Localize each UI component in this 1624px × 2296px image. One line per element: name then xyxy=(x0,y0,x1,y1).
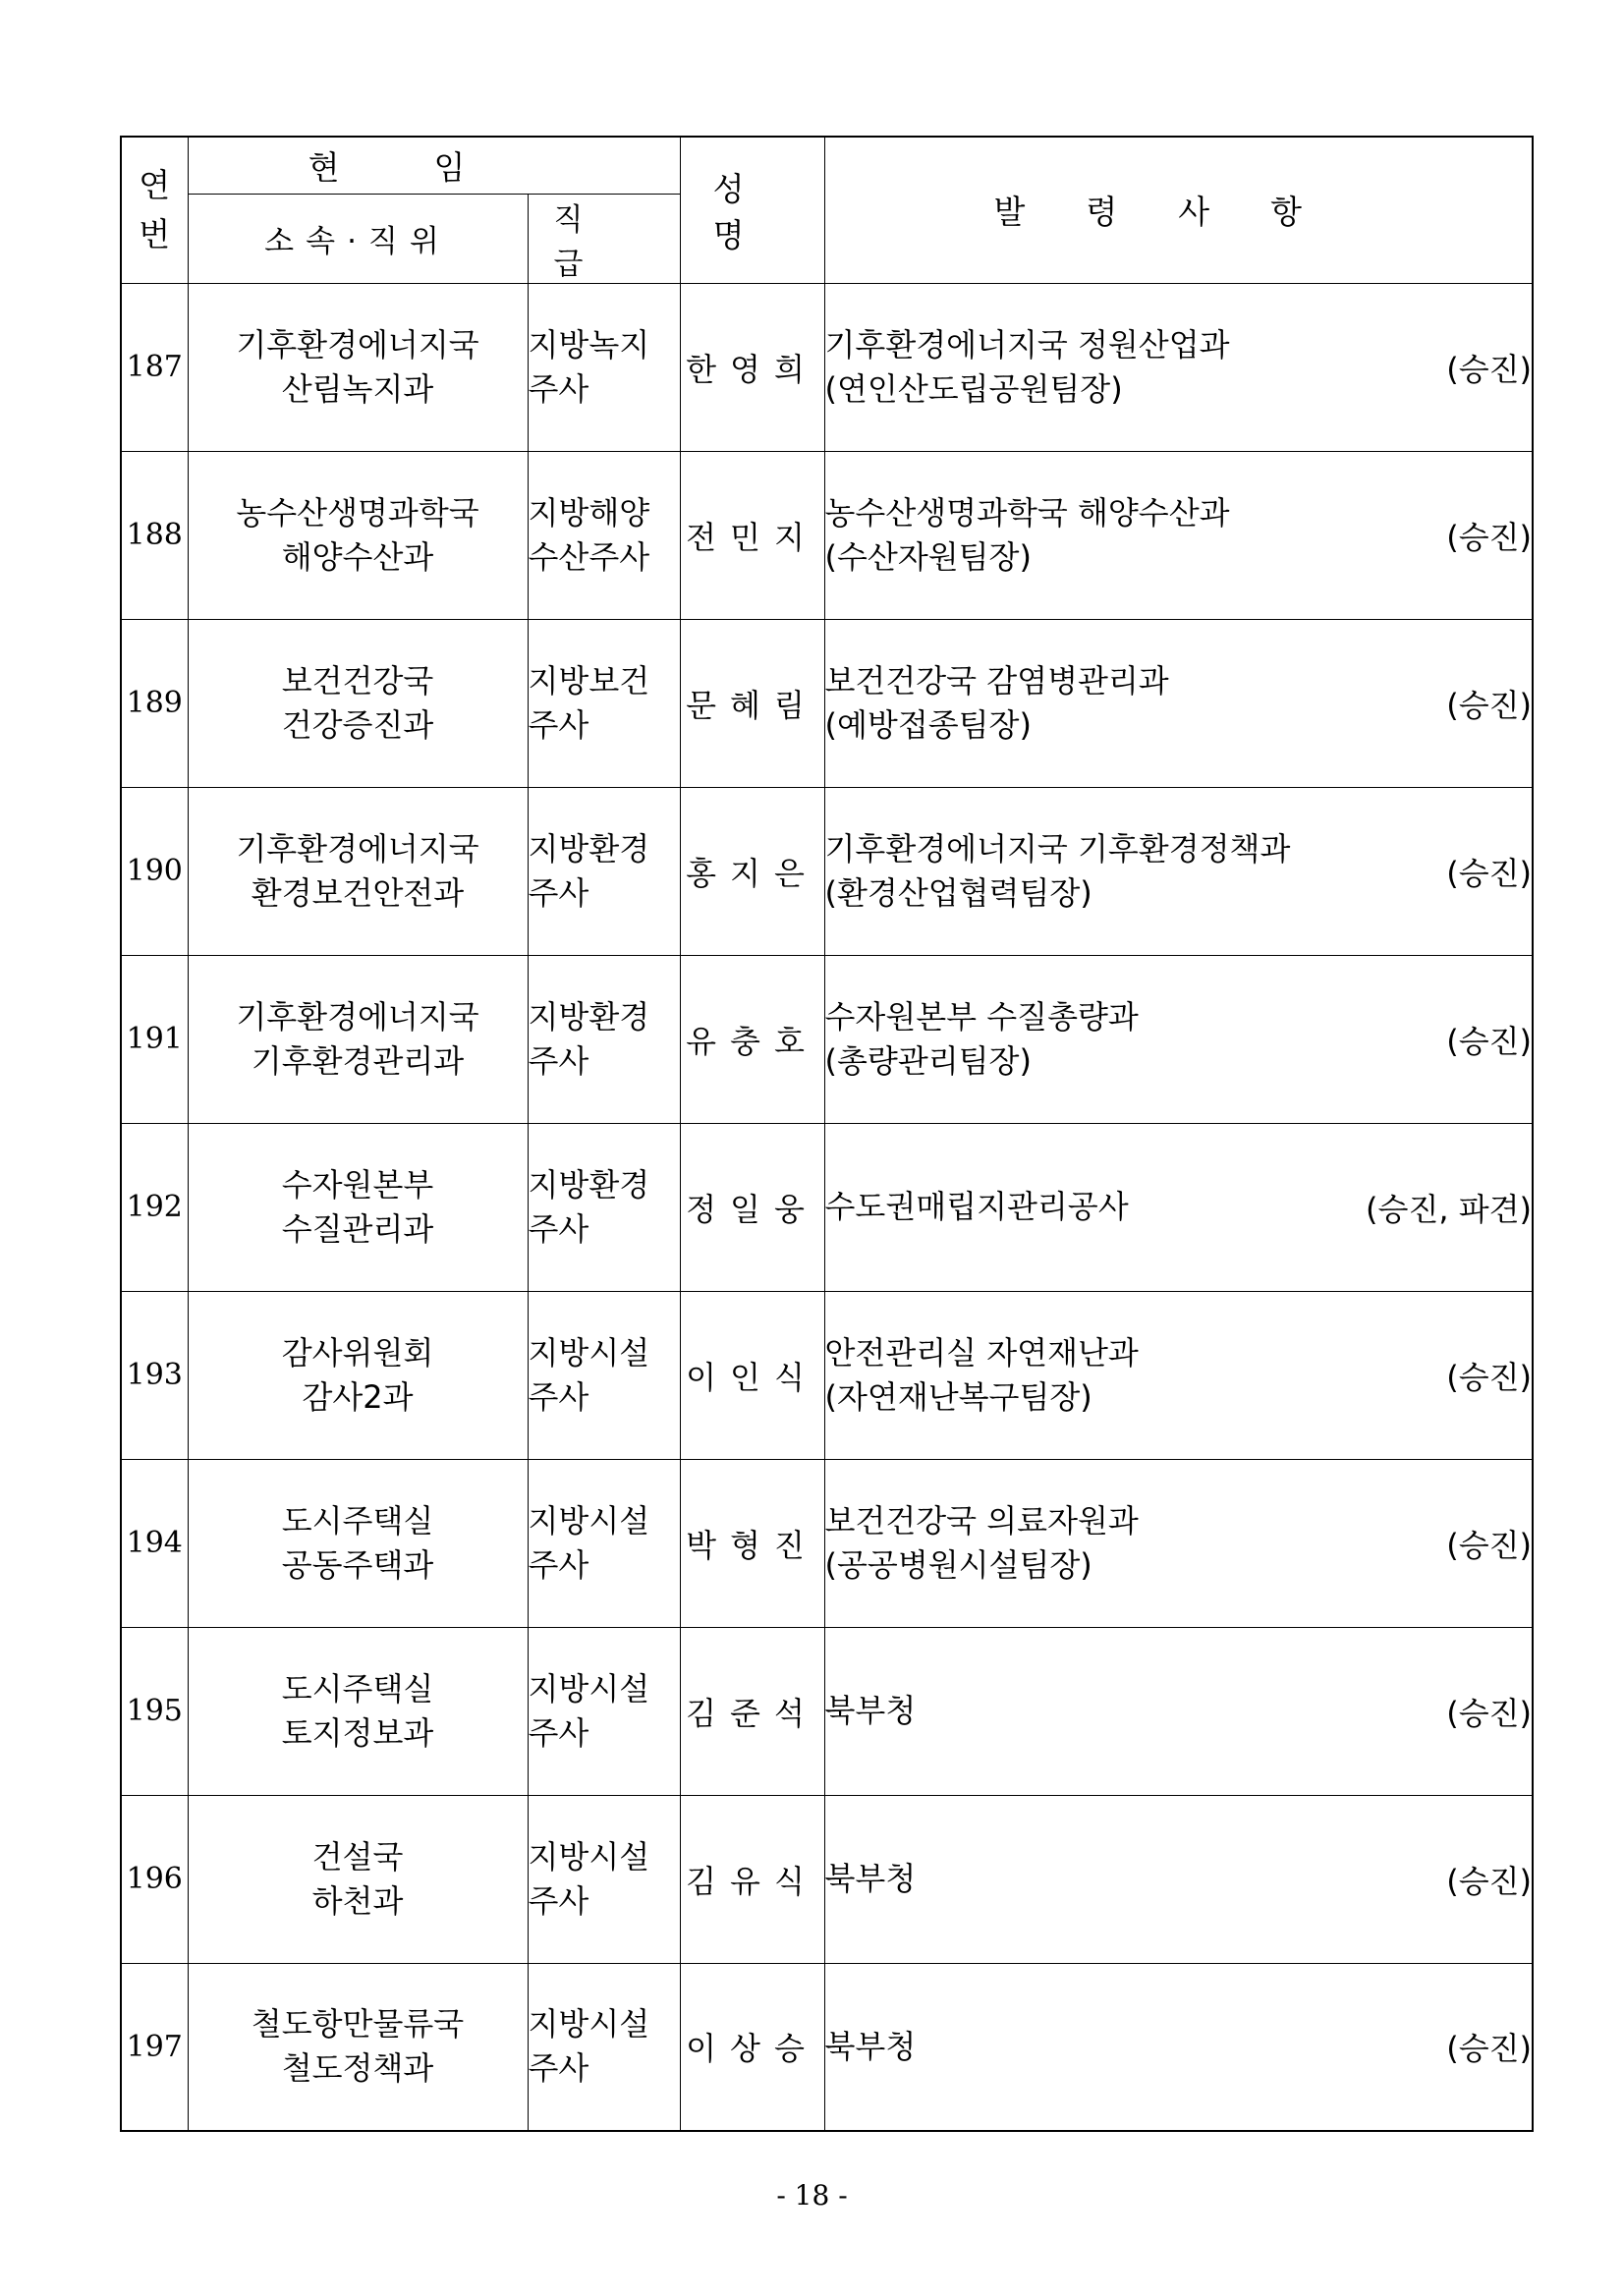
department-cell xyxy=(188,1459,528,1627)
grade-cell xyxy=(528,1123,680,1291)
serial-number-cell: 188 xyxy=(121,451,188,619)
appointment-cell xyxy=(824,619,1533,787)
appointment-line2: (수산자원팀장) xyxy=(824,537,1032,576)
name-cell: 홍지은 xyxy=(680,787,824,955)
table-header xyxy=(121,137,1533,283)
appointment-line1: 기후환경에너지국 기후환경정책과 xyxy=(824,829,1291,868)
grade-line2: 주사 xyxy=(528,1377,589,1416)
appointment-cell xyxy=(824,1795,1533,1963)
appointment-cell xyxy=(824,1963,1533,2131)
department-line2: 해양수산과 xyxy=(281,537,434,576)
grade-line2: 주사 xyxy=(528,1545,589,1584)
grade-line1: 지방환경 xyxy=(528,997,650,1036)
name-cell: 박형진 xyxy=(680,1459,824,1627)
name-cell: 이상승 xyxy=(680,1963,824,2131)
table-row xyxy=(121,1291,1533,1459)
header-serial-line2: 번 xyxy=(139,214,171,253)
table-row xyxy=(121,955,1533,1123)
appointment-line2: (환경산업협력팀장) xyxy=(824,873,1092,912)
appointment-line2: (자연재난복구팀장) xyxy=(824,1377,1092,1416)
table-row xyxy=(121,1123,1533,1291)
appointment-cell xyxy=(824,1459,1533,1627)
grade-cell xyxy=(528,1795,680,1963)
grade-cell xyxy=(528,955,680,1123)
table-row xyxy=(121,1963,1533,2131)
grade-line1: 지방해양 xyxy=(528,493,650,532)
name-cell: 이인식 xyxy=(680,1291,824,1459)
table-row xyxy=(121,787,1533,955)
appointment-cell xyxy=(824,283,1533,451)
department-cell xyxy=(188,619,528,787)
department-line2: 공동주택과 xyxy=(281,1545,434,1584)
grade-line2: 주사 xyxy=(528,1041,589,1080)
table-row xyxy=(121,1627,1533,1795)
header-serial-line1: 연 xyxy=(139,165,171,204)
header-current-post: 현임 xyxy=(188,137,680,194)
appointment-note: (승진) xyxy=(1446,1694,1533,1732)
department-line2: 수질관리과 xyxy=(281,1209,434,1248)
grade-cell xyxy=(528,787,680,955)
appointment-line2: (연인산도립공원팀장) xyxy=(824,369,1123,408)
header-serial-number xyxy=(121,137,188,283)
department-cell xyxy=(188,1795,528,1963)
department-line2: 환경보건안전과 xyxy=(251,873,465,912)
appointment-line2: (예방접종팀장) xyxy=(824,705,1032,744)
appointment-note: (승진) xyxy=(1446,350,1533,388)
appointment-note: (승진) xyxy=(1446,1358,1533,1396)
grade-line1: 지방시설 xyxy=(528,2005,650,2044)
appointment-note: (승진) xyxy=(1446,518,1533,556)
grade-line1: 지방시설 xyxy=(528,1669,650,1708)
department-line1: 기후환경에너지국 xyxy=(236,829,479,868)
department-cell xyxy=(188,451,528,619)
grade-line1: 지방녹지 xyxy=(528,325,650,364)
department-cell xyxy=(188,1963,528,2131)
serial-number-cell: 189 xyxy=(121,619,188,787)
appointment-note: (승진) xyxy=(1446,1862,1533,1900)
header-grade: 직급 xyxy=(528,194,680,283)
department-line1: 철도항만물류국 xyxy=(251,2005,465,2044)
name-cell: 정일웅 xyxy=(680,1123,824,1291)
header-department-position: 소속·직위 xyxy=(188,194,528,283)
table-row xyxy=(121,1459,1533,1627)
grade-line1: 지방보건 xyxy=(528,661,650,700)
grade-cell xyxy=(528,1459,680,1627)
grade-line2: 주사 xyxy=(528,1713,589,1752)
department-line1: 보건건강국 xyxy=(281,661,434,700)
grade-line2: 주사 xyxy=(528,705,589,744)
department-line1: 도시주택실 xyxy=(281,1501,434,1540)
department-line2: 토지정보과 xyxy=(281,1713,434,1752)
grade-cell xyxy=(528,1627,680,1795)
appointment-line1: 북부청 xyxy=(824,1860,917,1897)
name-cell: 김유식 xyxy=(680,1795,824,1963)
grade-line1: 지방시설 xyxy=(528,1501,650,1540)
appointment-table-container xyxy=(120,136,1532,2132)
grade-line1: 지방시설 xyxy=(528,1333,650,1372)
appointment-line1: 안전관리실 자연재난과 xyxy=(824,1333,1139,1372)
appointment-cell xyxy=(824,1291,1533,1459)
appointment-note: (승진) xyxy=(1446,854,1533,892)
grade-cell xyxy=(528,1963,680,2131)
serial-number-cell: 190 xyxy=(121,787,188,955)
department-cell xyxy=(188,787,528,955)
table-row xyxy=(121,283,1533,451)
department-line1: 감사위원회 xyxy=(281,1333,434,1372)
name-cell: 유충호 xyxy=(680,955,824,1123)
appointment-line1: 기후환경에너지국 정원산업과 xyxy=(824,325,1230,364)
name-cell: 문혜림 xyxy=(680,619,824,787)
grade-line2: 주사 xyxy=(528,1209,589,1248)
department-line2: 건강증진과 xyxy=(281,705,434,744)
appointment-cell xyxy=(824,1123,1533,1291)
grade-cell xyxy=(528,1291,680,1459)
serial-number-cell: 196 xyxy=(121,1795,188,1963)
appointment-cell xyxy=(824,787,1533,955)
appointment-table xyxy=(120,136,1534,2132)
department-line1: 건설국 xyxy=(311,1837,404,1876)
appointment-cell xyxy=(824,451,1533,619)
department-line2: 산림녹지과 xyxy=(281,369,434,408)
department-line1: 농수산생명과학국 xyxy=(236,493,479,532)
serial-number-cell: 192 xyxy=(121,1123,188,1291)
table-body xyxy=(121,283,1533,2131)
appointment-line1: 북부청 xyxy=(824,2027,917,2065)
department-line2: 감사2과 xyxy=(302,1377,414,1416)
table-row xyxy=(121,1795,1533,1963)
department-cell xyxy=(188,1291,528,1459)
appointment-line1: 수자원본부 수질총량과 xyxy=(824,997,1139,1036)
appointment-line2: (공공병원시설팀장) xyxy=(824,1545,1092,1584)
appointment-line1: 보건건강국 의료자원과 xyxy=(824,1501,1139,1540)
department-line2: 하천과 xyxy=(311,1881,404,1920)
appointment-note: (승진) xyxy=(1446,1526,1533,1564)
serial-number-cell: 193 xyxy=(121,1291,188,1459)
department-cell xyxy=(188,1627,528,1795)
grade-cell xyxy=(528,451,680,619)
page-number: - 18 - xyxy=(776,2179,848,2212)
department-line1: 수자원본부 xyxy=(281,1165,434,1204)
department-cell xyxy=(188,283,528,451)
appointment-note: (승진) xyxy=(1446,1022,1533,1060)
serial-number-cell: 195 xyxy=(121,1627,188,1795)
appointment-line2: (총량관리팀장) xyxy=(824,1041,1032,1080)
grade-line2: 수산주사 xyxy=(528,537,650,576)
appointment-cell xyxy=(824,1627,1533,1795)
grade-line2: 주사 xyxy=(528,369,589,408)
appointment-note: (승진, 파견) xyxy=(1366,1190,1533,1228)
department-line2: 철도정책과 xyxy=(281,2049,434,2088)
grade-cell xyxy=(528,619,680,787)
serial-number-cell: 194 xyxy=(121,1459,188,1627)
grade-line2: 주사 xyxy=(528,873,589,912)
department-line2: 기후환경관리과 xyxy=(251,1041,465,1080)
appointment-line1: 농수산생명과학국 해양수산과 xyxy=(824,493,1230,532)
serial-number-cell: 187 xyxy=(121,283,188,451)
appointment-line1: 보건건강국 감염병관리과 xyxy=(824,661,1169,700)
department-line1: 기후환경에너지국 xyxy=(236,325,479,364)
grade-line1: 지방시설 xyxy=(528,1837,650,1876)
department-cell xyxy=(188,955,528,1123)
table-row xyxy=(121,451,1533,619)
serial-number-cell: 197 xyxy=(121,1963,188,2131)
grade-line1: 지방환경 xyxy=(528,1165,650,1204)
name-cell: 김준석 xyxy=(680,1627,824,1795)
grade-line2: 주사 xyxy=(528,1881,589,1920)
serial-number-cell: 191 xyxy=(121,955,188,1123)
appointment-line1: 북부청 xyxy=(824,1692,917,1729)
appointment-line1: 수도권매립지관리공사 xyxy=(824,1188,1129,1225)
name-cell: 한영희 xyxy=(680,283,824,451)
appointment-note: (승진) xyxy=(1446,2030,1533,2068)
grade-line1: 지방환경 xyxy=(528,829,650,868)
appointment-cell xyxy=(824,955,1533,1123)
grade-line2: 주사 xyxy=(528,2049,589,2088)
department-line1: 도시주택실 xyxy=(281,1669,434,1708)
table-row xyxy=(121,619,1533,787)
grade-cell xyxy=(528,283,680,451)
header-appointment: 발령사항 xyxy=(824,137,1533,283)
header-name: 성명 xyxy=(680,137,824,283)
appointment-note: (승진) xyxy=(1446,686,1533,724)
department-cell xyxy=(188,1123,528,1291)
name-cell: 전민지 xyxy=(680,451,824,619)
department-line1: 기후환경에너지국 xyxy=(236,997,479,1036)
